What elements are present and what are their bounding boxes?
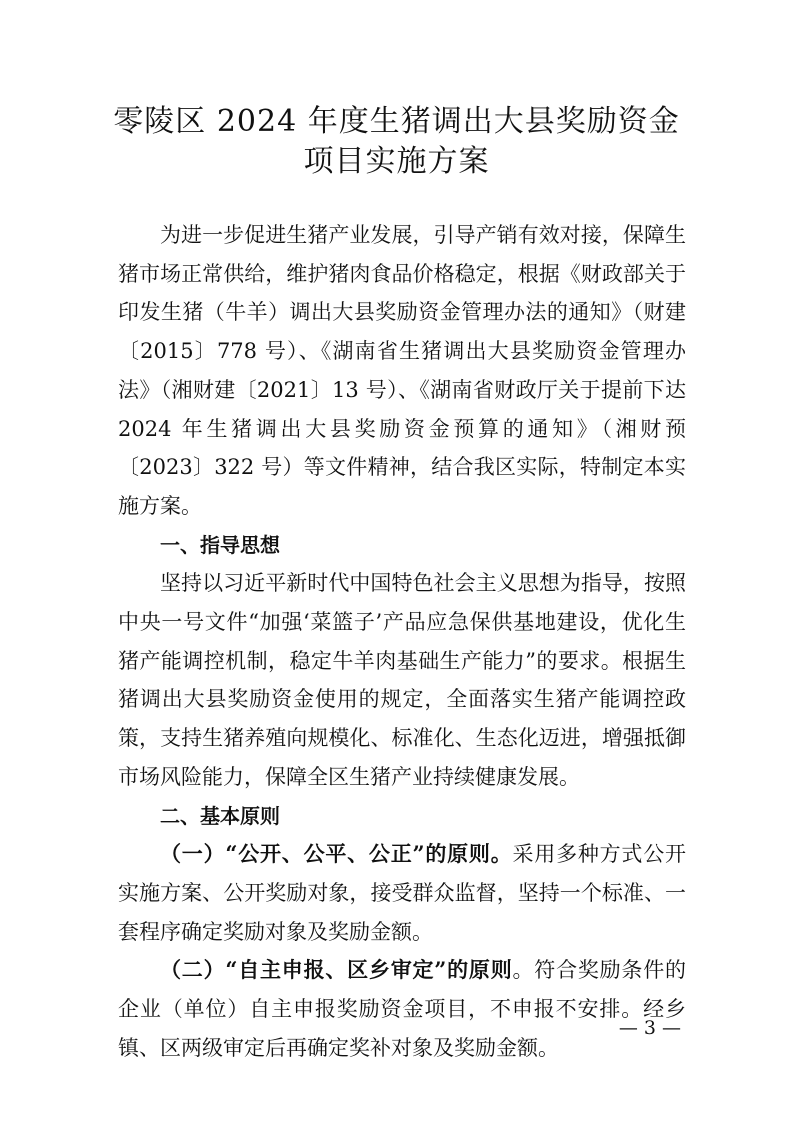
- intro-paragraph: 为进一步促进生猪产业发展，引导产销有效对接，保障生猪市场正常供给，维护猪肉食品价格稳定，根据《财政部关于印发生猪（牛羊）调出大县奖励资金管理办法的通知》（财建〔2015〕778 号）、《湖南省生猪调出大县奖励资金管理办法》（湘财建〔2021〕13 号）、《湖南省财政厅关于提前下达 2024 年生猪调出大县奖励资金预算的通知》（湘财预〔2023〕322 号）等文件精神，结合我区实际，特制定本实施方案。: [118, 223, 686, 518]
- page-number: — 3 —: [618, 1017, 681, 1039]
- principle-1-lead: （一）“公开、公平、公正”的原则。: [160, 841, 513, 867]
- document-body: [118, 216, 686, 1067]
- section-heading-guiding-ideology: 一、指导思想: [160, 532, 280, 557]
- principle-2-lead: （二）“自主申报、区乡审定”的原则: [160, 957, 513, 983]
- section-heading-basic-principles: 二、基本原则: [160, 803, 280, 828]
- principle-2-paragraph: [118, 951, 686, 1067]
- guiding-ideology-paragraph: 坚持以习近平新时代中国特色社会主义思想为指导，按照中央一号文件“加强‘菜篮子’产品应急保供基地建设，优化生猪产能调控机制，稳定牛羊肉基础生产能力”的要求。根据生猪调出大县奖励资金使用的规定，全面落实生猪产能调控政策，支持生猪养殖向规模化、标准化、生态化迈进，增强抵御市场风险能力，保障全区生猪产业持续健康发展。: [118, 571, 686, 789]
- principle-2-text: 。符合奖励条件的企业（单位）自主申报奖励资金项目，不申报不安排。经乡镇、区两级审定后再确定奖补对象及奖励金额。: [118, 958, 686, 1060]
- document-title-line-2: 项目实施方案: [303, 144, 490, 179]
- principle-1-text: 采用多种方式公开实施方案、公开奖励对象，接受群众监督，坚持一个标准、一套程序确定奖励对象及奖励金额。: [118, 842, 686, 944]
- principle-1-paragraph: [118, 835, 686, 951]
- document-title-line-1: 零陵区 2024 年度生猪调出大县奖励资金: [113, 104, 680, 139]
